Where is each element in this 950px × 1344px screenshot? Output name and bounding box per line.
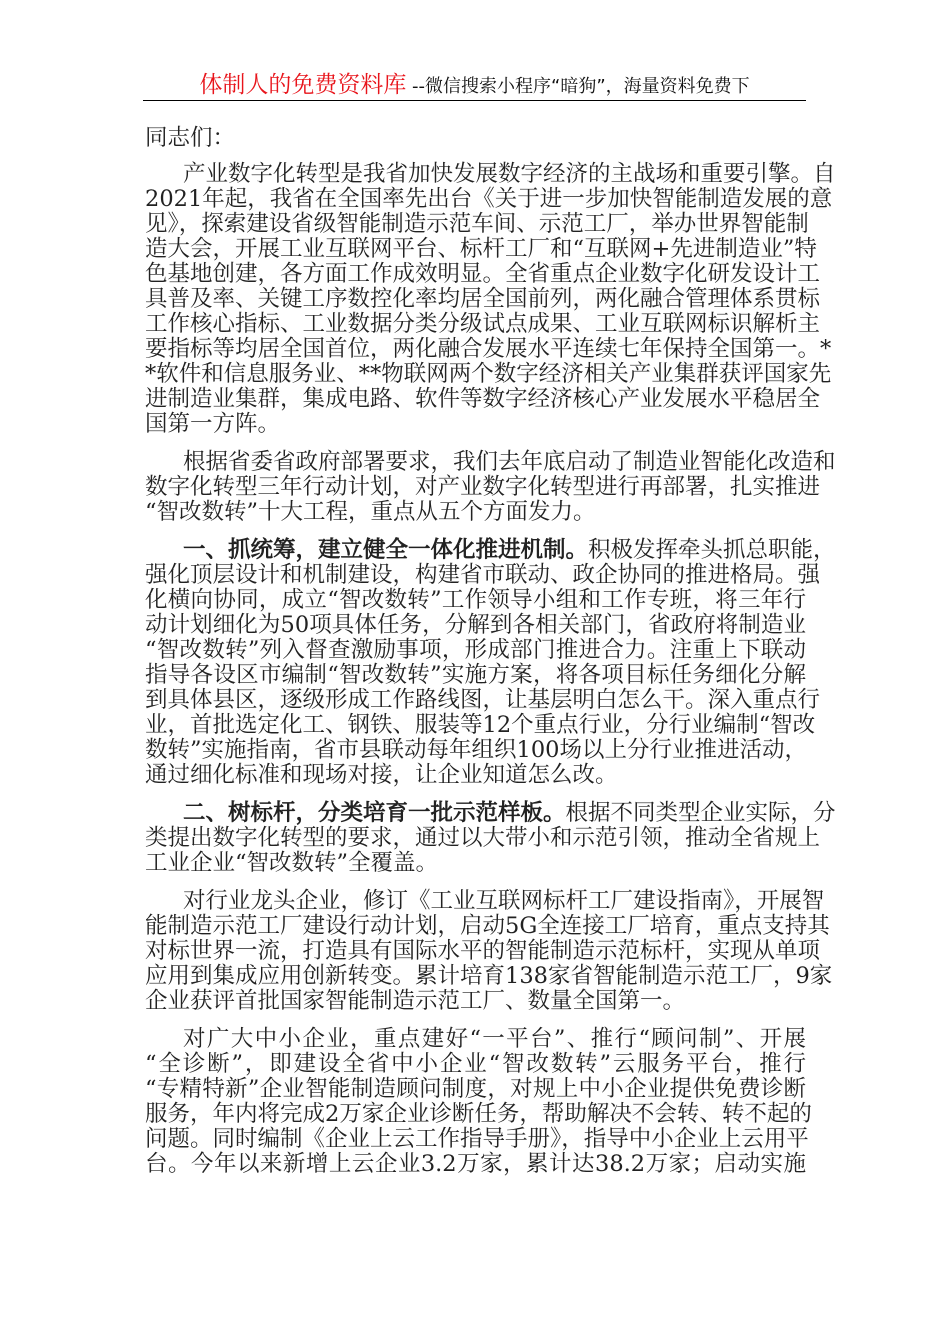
text-line bbox=[145, 311, 821, 337]
paragraph bbox=[145, 537, 836, 788]
text-line bbox=[145, 800, 836, 826]
line-text: 2021年起，我省在全国率先出台《关于进一步加快智能制造发展的意 bbox=[145, 186, 833, 212]
text-line bbox=[145, 449, 836, 475]
line-text: 国第一方阵。 bbox=[145, 411, 281, 437]
line-text: 要指标等均居全国首位，两化融合发展水平连续七年保持全国第一。* bbox=[145, 336, 832, 362]
line-text: *软件和信息服务业、**物联网两个数字经济相关产业集群获评国家先 bbox=[145, 361, 832, 387]
line-text: 具普及率、关键工序数控化率均居全国前列，两化融合管理体系贯标 bbox=[145, 286, 821, 312]
text-line bbox=[145, 412, 806, 437]
paragraph bbox=[145, 800, 836, 876]
paragraph bbox=[145, 161, 836, 437]
text-line bbox=[145, 537, 836, 563]
line-text: 问题。同时编制《企业上云工作指导手册》，指导中小企业上云用平 bbox=[145, 1126, 809, 1152]
text-line bbox=[145, 613, 806, 638]
header-brand: 体制人的免费资料库 bbox=[199, 72, 407, 98]
line-text: 产业数字化转型是我省加快发展数字经济的主战场和重要引擎。自 bbox=[183, 161, 836, 187]
text-line bbox=[145, 562, 821, 588]
text-line bbox=[145, 588, 806, 613]
text-line bbox=[145, 888, 825, 914]
line-text: 对广大中小企业，重点建好“一平台”、推行“顾问制”、开展 bbox=[183, 1026, 806, 1052]
line-text: 能制造示范工厂建设行动计划，启动5G全连接工厂培育，重点支持其 bbox=[145, 913, 830, 939]
line-text: 化横向协同，成立“智改数转”工作领导小组和工作专班，将三年行 bbox=[145, 587, 806, 613]
text-line bbox=[145, 474, 821, 500]
line-text: 动计划细化为50项具体任务，分解到各相关部门，省政府将制造业 bbox=[145, 612, 806, 638]
line-text: 工作核心指标、工业数据分类分级试点成果、工业互联网标识解析主 bbox=[145, 311, 821, 337]
line-text: 对标世界一流，打造具有国际水平的智能制造示范标杆，实现从单项 bbox=[145, 938, 821, 964]
line-text: 应用到集成应用创新转变。累计培育138家省智能制造示范工厂，9家 bbox=[145, 963, 833, 989]
text-line bbox=[145, 236, 817, 262]
text-line bbox=[145, 1101, 812, 1127]
text-line bbox=[145, 712, 816, 738]
line-text: 根据省委省政府部署要求，我们去年底启动了制造业智能化改造和 bbox=[183, 449, 836, 475]
line-text: 到具体县区，逐级形成工作路线图，让基层明白怎么干。深入重点行 bbox=[145, 687, 821, 713]
text-line bbox=[145, 638, 806, 663]
text-line bbox=[145, 687, 821, 713]
paragraph bbox=[145, 888, 833, 1014]
text-line bbox=[145, 1126, 809, 1152]
text-line bbox=[145, 186, 833, 212]
line-text: 积极发挥牵头抓总职能， bbox=[588, 537, 836, 563]
line-text: 对行业龙头企业，修订《工业互联网标杆工厂建设指南》，开展智 bbox=[183, 888, 825, 914]
text-line bbox=[145, 825, 821, 851]
text-line bbox=[145, 336, 832, 362]
paragraph bbox=[145, 1026, 812, 1177]
text-line bbox=[145, 361, 832, 387]
line-text: “专精特新”企业智能制造顾问制度，对规上中小企业提供免费诊断 bbox=[145, 1076, 806, 1102]
text-line bbox=[145, 989, 806, 1014]
line-text: 台。今年以来新增上云企业3.2万家，累计达38.2万家；启动实施 bbox=[145, 1151, 806, 1177]
line-text: “智改数转”十大工程，重点从五个方面发力。 bbox=[145, 499, 596, 525]
text-line bbox=[145, 211, 809, 237]
line-text: 数转”实施指南，省市县联动每年组织100场以上分行业推进活动， bbox=[145, 737, 807, 763]
document-body bbox=[145, 125, 836, 1190]
line-text: 类提出数字化转型的要求，通过以大带小和示范引领，推动全省规上 bbox=[145, 825, 821, 851]
line-text: 强化顶层设计和机制建设，构建省市联动、政企协同的推进格局。强 bbox=[145, 562, 821, 588]
text-line bbox=[145, 763, 806, 788]
text-line bbox=[145, 851, 806, 876]
line-text: 工业企业“智改数转”全覆盖。 bbox=[145, 850, 439, 876]
line-text: 企业获评首批国家智能制造示范工厂、数量全国第一。 bbox=[145, 988, 686, 1014]
text-line bbox=[145, 663, 806, 688]
text-line bbox=[145, 938, 821, 964]
text-line bbox=[145, 1027, 806, 1052]
section-heading: 一、抓统筹，建立健全一体化推进机制。 bbox=[183, 537, 589, 563]
line-text: 见》，探索建设省级智能制造示范车间、示范工厂，举办世界智能制 bbox=[145, 211, 809, 237]
line-text: 业，首批选定化工、钢铁、服装等12个重点行业，分行业编制“智改 bbox=[145, 712, 816, 738]
paragraph bbox=[145, 449, 836, 525]
page-header bbox=[143, 66, 806, 101]
text-line bbox=[145, 963, 833, 989]
text-line bbox=[145, 500, 806, 525]
line-text: “全诊断”，即建设全省中小企业“智改数转”云服务平台，推行 bbox=[145, 1051, 806, 1077]
section-heading: 二、树标杆，分类培育一批示范样板。 bbox=[183, 800, 566, 826]
text-line bbox=[145, 1077, 806, 1102]
text-line bbox=[145, 913, 830, 939]
line-text: 数字化转型三年行动计划，对产业数字化转型进行再部署，扎实推进 bbox=[145, 474, 821, 500]
line-text: 服务，年内将完成2万家企业诊断任务，帮助解决不会转、转不起的 bbox=[145, 1101, 812, 1127]
text-line bbox=[145, 1152, 806, 1177]
text-line bbox=[145, 161, 836, 187]
salutation: 同志们： bbox=[145, 125, 236, 151]
line-text: “智改数转”列入督查激励事项，形成部门推进合力。注重上下联动 bbox=[145, 637, 806, 663]
header-tagline: --微信搜索小程序“暗狗”，海量资料免费下 bbox=[406, 76, 750, 97]
text-line bbox=[145, 738, 806, 763]
text-line bbox=[145, 386, 821, 412]
line-text: 指导各设区市编制“智改数转”实施方案，将各项目标任务细化分解 bbox=[145, 662, 806, 688]
text-line bbox=[145, 286, 821, 312]
text-line bbox=[145, 1052, 806, 1077]
line-text: 色基地创建，各方面工作成效明显。全省重点企业数字化研发设计工 bbox=[145, 261, 821, 287]
line-text: 通过细化标准和现场对接，让企业知道怎么改。 bbox=[145, 762, 618, 788]
line-text: 进制造业集群，集成电路、软件等数字经济核心产业发展水平稳居全 bbox=[145, 386, 821, 412]
text-line bbox=[145, 261, 821, 287]
line-text: 造大会，开展工业互联网平台、标杆工厂和“互联网+先进制造业”特 bbox=[145, 236, 817, 262]
paragraphs bbox=[145, 161, 836, 1177]
line-text: 根据不同类型企业实际，分 bbox=[565, 800, 836, 826]
